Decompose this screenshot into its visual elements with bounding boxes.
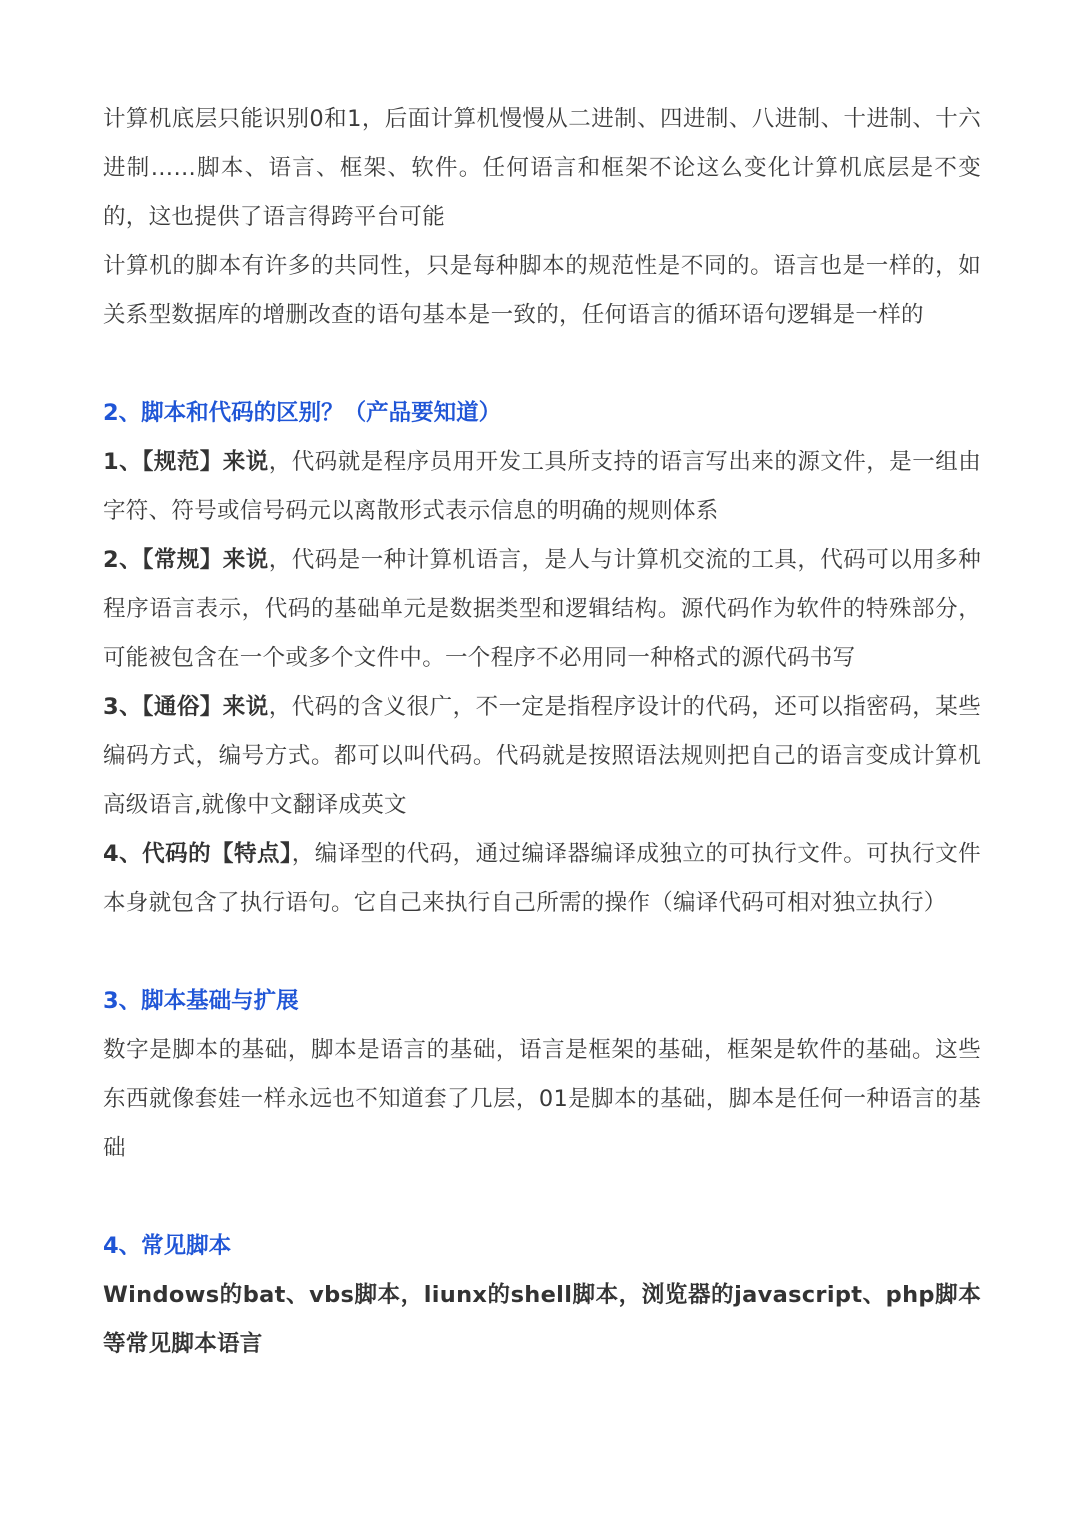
list-item — [103, 830, 981, 928]
section-heading-script-basics: 3、脚本基础与扩展 — [103, 988, 299, 1014]
list-item-lead: 3、【通俗】来说 — [103, 694, 269, 720]
list-item-text: ，代码是一种计算机语言，是人与计算机交流的工具，代码可以用多种程序语言表示，代码的基础单元是数据类型和逻辑结构。源代码作为软件的特殊部分，可能被包含在一个或多个文件中。一个程序不必用同一种格式的源代码书写 — [103, 547, 981, 671]
section-spacer — [103, 1173, 981, 1222]
list-item-text: ，代码就是程序员用开发工具所支持的语言写出来的源文件，是一组由字符、符号或信号码元以离散形式表示信息的明确的规则体系 — [103, 449, 981, 524]
list-item-text: ，编译型的代码，通过编译器编译成独立的可执行文件。可执行文件本身就包含了执行语句。它自己来执行自己所需的操作（编译代码可相对独立执行） — [103, 841, 981, 916]
list-item — [103, 683, 981, 830]
list-item-lead: 1、【规范】来说 — [103, 449, 269, 475]
list-item-lead: 4、代码的【特点】 — [103, 841, 292, 867]
section-paragraph: 数字是脚本的基础，脚本是语言的基础，语言是框架的基础，框架是软件的基础。这些东西就像套娃一样永远也不知道套了几层，01是脚本的基础，脚本是任何一种语言的基础 — [103, 1037, 981, 1161]
list-item-lead: 2、【常规】来说 — [103, 547, 269, 573]
article-body — [103, 95, 981, 1369]
list-item — [103, 438, 981, 536]
section-heading-script-vs-code: 2、脚本和代码的区别？（产品要知道） — [103, 400, 502, 426]
section-spacer — [103, 340, 981, 389]
intro-paragraph-2: 计算机的脚本有许多的共同性，只是每种脚本的规范性是不同的。语言也是一样的，如关系型数据库的增删改查的语句基本是一致的，任何语言的循环语句逻辑是一样的 — [103, 253, 981, 328]
section-spacer — [103, 928, 981, 977]
section-paragraph: Windows的bat、vbs脚本，liunx的shell脚本，浏览器的javascript、php脚本等常见脚本语言 — [103, 1282, 981, 1357]
list-item-text: ，代码的含义很广，不一定是指程序设计的代码，还可以指密码，某些编码方式，编号方式。都可以叫代码。代码就是按照语法规则把自己的语言变成计算机高级语言,就像中文翻译成英文 — [103, 694, 981, 818]
section-heading-common-scripts: 4、常见脚本 — [103, 1233, 232, 1259]
intro-paragraph-1: 计算机底层只能识别0和1，后面计算机慢慢从二进制、四进制、八进制、十进制、十六进制……脚本、语言、框架、软件。任何语言和框架不论这么变化计算机底层是不变的，这也提供了语言得跨平台可能 — [103, 106, 981, 230]
list-item — [103, 536, 981, 683]
